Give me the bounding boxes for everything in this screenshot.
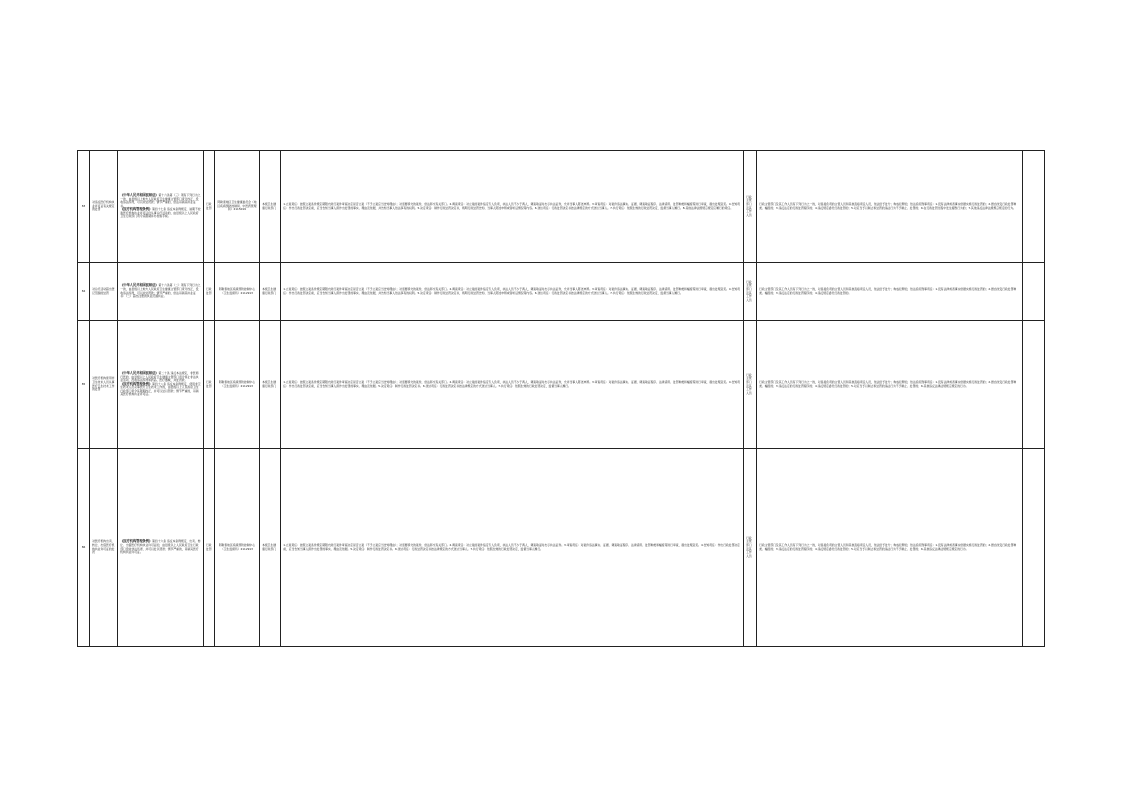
subject: 本级卫生健康行政部门 — [260, 151, 281, 263]
legal-basis — [118, 449, 204, 647]
power-category: 行政处罚 — [203, 263, 214, 321]
table-row — [78, 263, 1045, 321]
implementing-dept: 阿勒泰地区卫生健康委员会（地区疾病预防控制局、中医药管理局）2115019 — [214, 151, 259, 263]
row-number: 86 — [78, 449, 90, 647]
responsibility-items: 1.立案责任：按照立案条件规定期限内进行案件审查决定是否立案（不予立案应当告知理由）；对需要移交的案件，依法移交有关部门。2.调查责任：对立案的案件指定专人负责，执法人员不少于两人，调查取证时出示执法证件，允许当事人陈述申辩。3.审查责任：对案件违法事实、证据、调查取证程序、法律适用、处罚种类和幅度等进行审查，提出处理意见。4.告知责任：作出行政处罚决定前，应当告知当事人拟作出处罚的事实、理由及依据，并告知当事人依法享有的权利。5.决定责任：制作行政处罚决定书，载明行政处罚告知、当事人陈述申辩或者听证情况等内容。6.送达责任：行政处罚决定书按法律规定的方式送达当事人。7.执行责任：依照生效的行政处罚决定，监督当事人履行。 — [281, 263, 744, 321]
accountable-org: 行政主管部门及其工作人员 — [744, 151, 757, 263]
law-title: 《中华人民共和国医师法》 — [120, 192, 159, 197]
table-row — [78, 321, 1045, 449]
legal-basis — [118, 263, 204, 321]
note — [1022, 321, 1044, 449]
law-text: 第四十八条 违反本条例规定，使用非卫生技术人员从事医疗卫生技术工作的，由县级以上人民政府卫生行政部门责令其限期改正，并可以处以罚款；情节严重的，吊销其医疗机构执业许可证。 — [120, 381, 201, 397]
accountable-org: 行政主管部门及其工作人员 — [744, 449, 757, 647]
responsibility-items: 1.立案责任：按照立案条件规定期限内进行案件审查决定是否立案（不予立案应当告知理由）；对需要移交的案件，依法移交有关部门。2.调查责任：对立案的案件指定专人负责，执法人员不少于两人，调查取证时出示执法证件，允许当事人陈述申辩。3.审查责任：对案件违法事实、证据、调查取证程序、法律适用、处罚种类和幅度等进行审查，提出处理意见。4.告知责任：作出行政处罚决定前，应当告知当事人拟作出处罚的事实、理由及依据。5.决定责任：制作行政处罚决定书。6.送达责任：行政处罚决定书按法律规定的方式送达当事人。7.执行责任：依照生效的行政处罚决定，监督当事人履行。 — [281, 321, 744, 449]
accountability: 行政主管部门及其工作人员有下列行为之一的，对直接负责的主管人员和其他直接责任人员，依法给予处分；构成犯罪的，依法追究刑事责任：1.没有法律或者事实依据实施行政处罚的；2.擅自改变行政处罚种类、幅度的；3.违反法定的行政处罚程序的；4.违反规定委托行政处罚的；5.对应当予以制止和处罚的违法行为不予制止、处罚的；6.其他违反法律法规规章规定的行为。 — [757, 449, 1023, 647]
legal-basis — [118, 321, 204, 449]
power-category: 行政处罚 — [203, 151, 214, 263]
legal-basis — [118, 151, 204, 263]
law-title: 《医疗机构管理条例》 — [120, 539, 153, 544]
subject: 本级卫生健康行政部门 — [260, 321, 281, 449]
accountability: 行政主管部门及其工作人员有下列行为之一的，对直接负责的主管人员和其他直接责任人员，依法给予处分；构成犯罪的，依法追究刑事责任：1.没有法律或者事实依据实施行政处罚的；2.擅自改变行政处罚种类、幅度的；3.违反法定的行政处罚程序的；4.违反规定委托行政处罚的；5.对应当予以制止和处罚的违法行为不予制止、处罚的；6.在行政处罚过程中发生腐败行为的；7.其他违反法律法规规章规定的行为。 — [757, 151, 1023, 263]
accountability: 行政主管部门及其工作人员有下列行为之一的，对直接负责的主管人员和其他直接责任人员，依法给予处分；构成犯罪的，依法追究刑事责任：1.没有法律或者事实依据实施行政处罚的；2.擅自改变行政处罚种类、幅度的；3.违反法定的行政处罚程序的；4.违反规定委托行政处罚的。 — [757, 263, 1023, 321]
law-text: 第二十条 违反本法规定，非医师行医的，由县级以上人民政府卫生健康主管部门责令停止非法执业活动，没收违法所得和药品、医疗器械，并处罚款。 — [120, 370, 199, 383]
responsibility-table — [77, 150, 1045, 647]
note — [1022, 151, 1044, 263]
item-name: 对违反医疗机构执业许可证有关规定的处罚 — [90, 151, 118, 263]
accountability: 行政主管部门及其工作人员有下列行为之一的，对直接负责的主管人员和其他直接责任人员，依法给予处分；构成犯罪的，依法追究刑事责任：1.没有法律或者事实依据实施行政处罚的；2.擅自改变行政处罚种类、幅度的；3.违反法定的行政处罚程序的；4.违反规定委托行政处罚的；5.对应当予以制止和处罚的违法行为不予制止、处罚的；6.其他违反法律法规规章规定的行为。 — [757, 321, 1023, 449]
implementing-dept: 阿勒泰地区疾病预防控制中心（卫生监督所）2112913 — [214, 321, 259, 449]
implementing-dept: 阿勒泰地区疾病预防控制中心（卫生监督所）2112913 — [214, 263, 259, 321]
law-text: 第十六条第（二）项有下列行为之一的，由县级以上地方人民政府卫生健康主管部门责令改正，没收违法所得，可以并处罚款；情节严重的，依法吊销其执业证书：（二）超出注册的执业范围执业。 — [120, 283, 201, 299]
item-name: 对诊疗活动超出登记范围的处罚 — [90, 263, 118, 321]
law-title: 《中华人民共和国医师法》 — [120, 283, 159, 288]
law-text: 第四十七条 违反本条例规定，逾期不校验医疗机构执业许可证仍从事诊疗活动的，由县级以上人民政府卫生行政部门责令其限期补办校验手续。 — [120, 207, 201, 219]
law-text: 第十六条第（三）项有下列行为之一的，由县级以上地方人民政府卫生健康主管部门责令改正，没收违法所得，可以并处罚款；情节严重的，依法吊销其执业证书。 — [120, 192, 201, 208]
power-category: 行政处罚 — [203, 449, 214, 647]
law-title: 《医疗机构管理条例》 — [120, 207, 153, 212]
implementing-dept: 阿勒泰地区疾病预防控制中心（卫生监督所）2112913 — [214, 449, 259, 647]
table-row — [78, 151, 1045, 263]
item-name: 对医疗机构出卖、转让、出借医疗机构执业许可证的处罚 — [90, 449, 118, 647]
note — [1022, 263, 1044, 321]
subject: 本级卫生健康行政部门 — [260, 449, 281, 647]
accountable-org: 行政主管部门及其工作人员 — [744, 321, 757, 449]
power-category: 行政处罚 — [203, 321, 214, 449]
responsibility-items: 1.立案责任：按照立案条件规定期限内进行案件审查决定是否立案（不予立案应当告知理由）；对需要移交的案件，依法移交有关部门。2.调查责任：对立案的案件指定专人负责，执法人员不少于两人，调查取证时出示执法证件。3.审查责任：对案件违法事实、证据、调查取证程序、法律适用、处罚种类和幅度等进行审查，提出处理意见。4.告知责任：作出行政处罚决定前，应当告知当事人拟作出处罚的事实、理由及依据。5.决定责任：制作行政处罚决定书。6.送达责任：行政处罚决定书按法律规定的方式送达当事人。7.执行责任：依照生效的行政处罚决定，监督当事人履行。 — [281, 449, 744, 647]
law-text: 第四十六条 违反本条例规定，出卖、转让、出借医疗机构执业许可证的，由县级以上人民政府卫生行政部门没收非法所得，并可以处以罚款；情节严重的，吊销其医疗机构执业许可证。 — [120, 539, 201, 555]
row-number: 84 — [78, 263, 90, 321]
row-number: 85 — [78, 321, 90, 449]
row-number: 83 — [78, 151, 90, 263]
law-title: 《中华人民共和国医师法》 — [120, 370, 159, 375]
law-title: 《医疗机构管理条例》 — [120, 381, 153, 386]
note — [1022, 449, 1044, 647]
responsibility-items: 1.立案责任：按照立案条件规定期限内进行案件审查决定是否立案（不予立案应当告知理由）；对需要移交的案件，依法移交有关部门。2.调查责任：对立案的案件指定专人负责，执法人员不少于两人，调查取证时出示执法证件，允许当事人陈述申辩。3.审查责任：对案件违法事实、证据、调查取证程序、法律适用、处罚种类和幅度等进行审查，提出处理意见。4.告知责任：作出行政处罚决定前，应当告知当事人拟作出处罚的事实、理由及依据，并告知当事人依法享有的权利。5.决定责任：制作行政处罚决定书，载明行政处罚告知、当事人陈述申辩或者听证情况等内容。6.送达责任：行政处罚决定书按法律规定的方式送达当事人。7.执行责任：依照生效的行政处罚决定，监督当事人履行。8.其他法律法规规章规定应履行的责任。 — [281, 151, 744, 263]
accountable-org: 行政主管部门及其工作人员 — [744, 263, 757, 321]
subject: 本级卫生健康行政部门 — [260, 263, 281, 321]
item-name: 对医疗机构使用非卫生技术人员从事医疗卫生技术工作的处罚 — [90, 321, 118, 449]
table-row — [78, 449, 1045, 647]
